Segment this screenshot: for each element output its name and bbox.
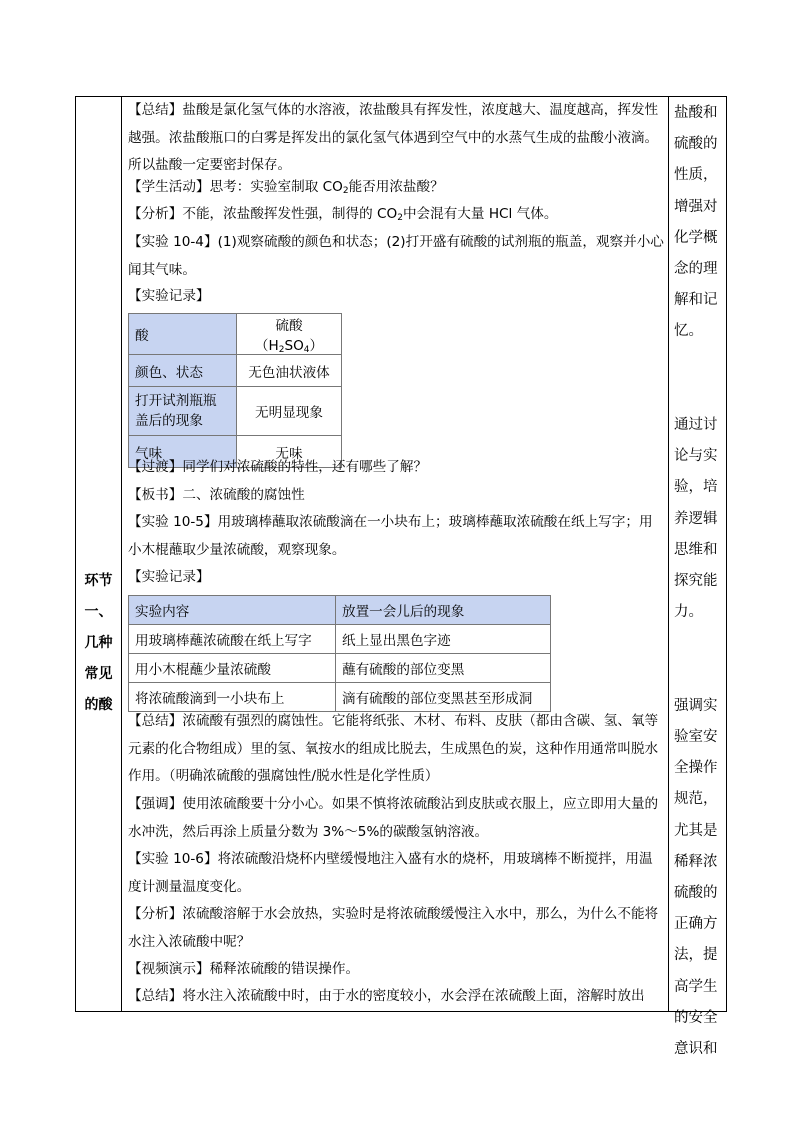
design-note-line: 通过讨 [674, 417, 718, 433]
stage-label-line: 的酸 [84, 697, 113, 713]
table-header-cell: 实验内容 [129, 596, 336, 625]
design-note-line: 验，培 [674, 479, 718, 496]
emphasis-paragraph [128, 791, 664, 846]
design-note-line: 规范， [674, 791, 718, 808]
paragraph-text: (1)观察硫酸的颜色和状态；(2)打开盛有硫酸的试剂瓶的瓶盖，观察并小心闻其气味。 [128, 234, 664, 278]
stage-column [76, 96, 121, 1012]
design-note-line: 的安全 [674, 1009, 718, 1026]
design-note-line: 养逻辑 [674, 510, 718, 527]
experiment-10-6-paragraph [128, 846, 664, 901]
summary-paragraph-hcl [128, 97, 664, 180]
board-writing-paragraph [128, 482, 664, 510]
table-value-cell: 无色油状液体 [237, 355, 342, 387]
experiment-10-4-paragraph [128, 229, 664, 284]
design-note-line: 硫酸的 [674, 885, 718, 901]
column-divider-right [668, 96, 669, 1012]
table-label-cell: 颜色、状态 [129, 355, 237, 387]
design-note-line: 稀释浓 [674, 853, 718, 870]
paragraph-tag: 【分析】 [128, 906, 183, 922]
table-value-cell: 无味 [237, 436, 342, 468]
paragraph-text: 不能，浓盐酸挥发性强，制得的 CO [182, 206, 398, 222]
table-cell: 蘸有硫酸的部位变黑 [336, 654, 551, 683]
design-note-line: 化学概 [674, 229, 718, 246]
table-cell: 滴有硫酸的部位变黑甚至形成洞 [336, 683, 551, 712]
design-note-line: 力。 [674, 604, 703, 621]
paragraph-text: 使用浓硫酸要十分小心。如果不慎将浓硫酸沾到皮肤或衣服上，应立即用大量的水冲洗，然后再涂上质量分数为 3%～5%的碳酸氢钠溶液。 [128, 796, 659, 840]
paragraph-tag: 【视频演示】 [128, 961, 210, 977]
paragraph-tag: 【强调】 [128, 796, 183, 812]
analysis-paragraph-co2 [128, 201, 664, 229]
paragraph-text: 盐酸是氯化氢气体的水溶液，浓盐酸具有挥发性，浓度越大、温度越高，挥发性越强。浓盐酸瓶口的白雾是挥发出的氯化氢气体遇到空气中的水蒸气生成的盐酸小液滴。所以盐酸一定要密封保存。 [128, 102, 659, 173]
experiment-record-heading-2: 【实验记录】 [128, 569, 210, 585]
design-note-line: 强调实 [674, 697, 718, 714]
paragraph-text: 稀释浓硫酸的错误操作。 [209, 961, 360, 977]
table-cell: 用小木棍蘸少量浓硫酸 [129, 654, 336, 683]
transition-paragraph [128, 454, 664, 482]
paragraph-text: 用玻璃棒蘸取浓硫酸滴在一小块布上；玻璃棒蘸取浓硫酸在纸上写字；用小木棍蘸取少量浓硫酸，观察现象。 [128, 514, 653, 558]
table-header-value: 硫酸$(H_2SO_4)$ [237, 314, 342, 355]
paragraph-tag: 【实验 10-5】 [128, 514, 218, 530]
design-note-line: 高学生 [674, 978, 718, 995]
design-note-line: 全操作 [674, 760, 718, 777]
paragraph-tag: 【过渡】 [128, 459, 183, 475]
paragraph-text: 思考：实验室制取 CO [209, 179, 343, 195]
design-note-line: 解和记 [674, 292, 718, 309]
design-note-line: 性质， [674, 167, 718, 184]
student-activity-paragraph [128, 174, 664, 202]
paragraph-tag: 【实验 10-6】 [128, 851, 218, 867]
subscript: 2 [342, 186, 349, 196]
paragraph-tag: 【学生活动】 [128, 179, 210, 195]
paragraph-tag: 【总结】 [128, 988, 183, 1004]
paragraph-tag: 【总结】 [128, 102, 183, 118]
paragraph-text: 中会混有大量 HCl 气体。 [402, 206, 558, 222]
paragraph-text: 将水注入浓硫酸中时，由于水的密度较小，水会浮在浓硫酸上面，溶解时放出 [182, 988, 645, 1004]
video-demo-paragraph [128, 956, 664, 984]
design-note-line: 忆。 [674, 323, 703, 340]
subscript: 2 [397, 213, 403, 223]
design-note-line: 探究能 [674, 573, 718, 589]
design-note-line: 意识和 [674, 1041, 718, 1057]
table-row [129, 654, 551, 683]
analysis-paragraph-dilution [128, 901, 664, 956]
stage-label-line: 环节 [84, 573, 113, 589]
table-header-cell: 放置一会儿后的现象 [336, 596, 551, 625]
column-divider-left [121, 96, 122, 1012]
table-row [129, 314, 342, 355]
design-note-line: 盐酸和 [674, 105, 718, 121]
stage-label-line: 一、 [84, 604, 113, 620]
stage-label [76, 566, 121, 721]
paragraph-tag: 【实验 10-4】 [128, 234, 218, 250]
paragraph-text: 能否用浓盐酸？ [348, 179, 444, 195]
summary-paragraph-dehydration [128, 708, 664, 791]
design-note-line: 念的理 [674, 261, 718, 277]
paragraph-text: 将浓硫酸沿烧杯内壁缓慢地注入盛有水的烧杯，用玻璃棒不断搅拌，用温度计测量温度变化。 [128, 851, 653, 895]
sulfuric-acid-record-table [128, 313, 342, 468]
design-note-line: 增强对 [674, 198, 718, 215]
design-note-line: 论与实 [674, 448, 718, 465]
table-value-cell: 无明显现象 [237, 387, 342, 436]
table-row [129, 625, 551, 654]
paragraph-tag: 【分析】 [128, 206, 183, 222]
paragraph-text: 二、浓硫酸的腐蚀性 [182, 487, 305, 503]
corrosion-record-table [128, 595, 551, 712]
table-cell: 纸上显出黑色字迹 [336, 625, 551, 654]
summary-paragraph-dilution [128, 983, 664, 1010]
paragraph-text: 同学们对浓硫酸的特性，还有哪些了解？ [182, 459, 428, 475]
paragraph-tag: 【总结】 [128, 713, 183, 729]
design-note-line: 尤其是 [674, 822, 718, 839]
table-cell: 将浓硫酸滴到一小块布上 [129, 683, 336, 712]
design-note-line: 法，提 [674, 947, 718, 964]
paragraph-text: 浓硫酸溶解于水会放热，实验时是将浓硫酸缓慢注入水中，那么，为什么不能将水注入浓硫酸中呢？ [128, 906, 659, 950]
stage-label-line: 几种 [84, 635, 113, 651]
table-header-row [129, 596, 551, 625]
table-header-cell: 酸 [129, 314, 237, 355]
design-note-line: 正确方 [674, 916, 718, 933]
table-row [129, 355, 342, 387]
stage-label-line: 常见 [84, 666, 113, 682]
experiment-10-5-paragraph [128, 509, 664, 564]
paragraph-text: 浓硫酸有强烈的腐蚀性。它能将纸张、木材、布料、皮肤（都由含碳、氢、氧等元素的化合物组成）里的氢、氧按水的组成比脱去，生成黑色的炭，这种作用通常叫脱水作用。（明确浓硫酸的强腐蚀性/脱水性是化学性质） [128, 713, 659, 784]
table-cell: 用玻璃棒蘸浓硫酸在纸上写字 [129, 625, 336, 654]
design-note-line: 思维和 [674, 541, 718, 558]
design-note-line: 验室安 [674, 729, 718, 745]
design-note-line: 硫酸的 [674, 136, 718, 153]
table-label-cell: 打开试剂瓶瓶盖后的现象 [129, 387, 237, 436]
experiment-record-heading-1: 【实验记录】 [128, 288, 210, 304]
table-row [129, 387, 342, 436]
table-label-cell: 气味 [129, 436, 237, 468]
paragraph-tag: 【板书】 [128, 487, 183, 503]
